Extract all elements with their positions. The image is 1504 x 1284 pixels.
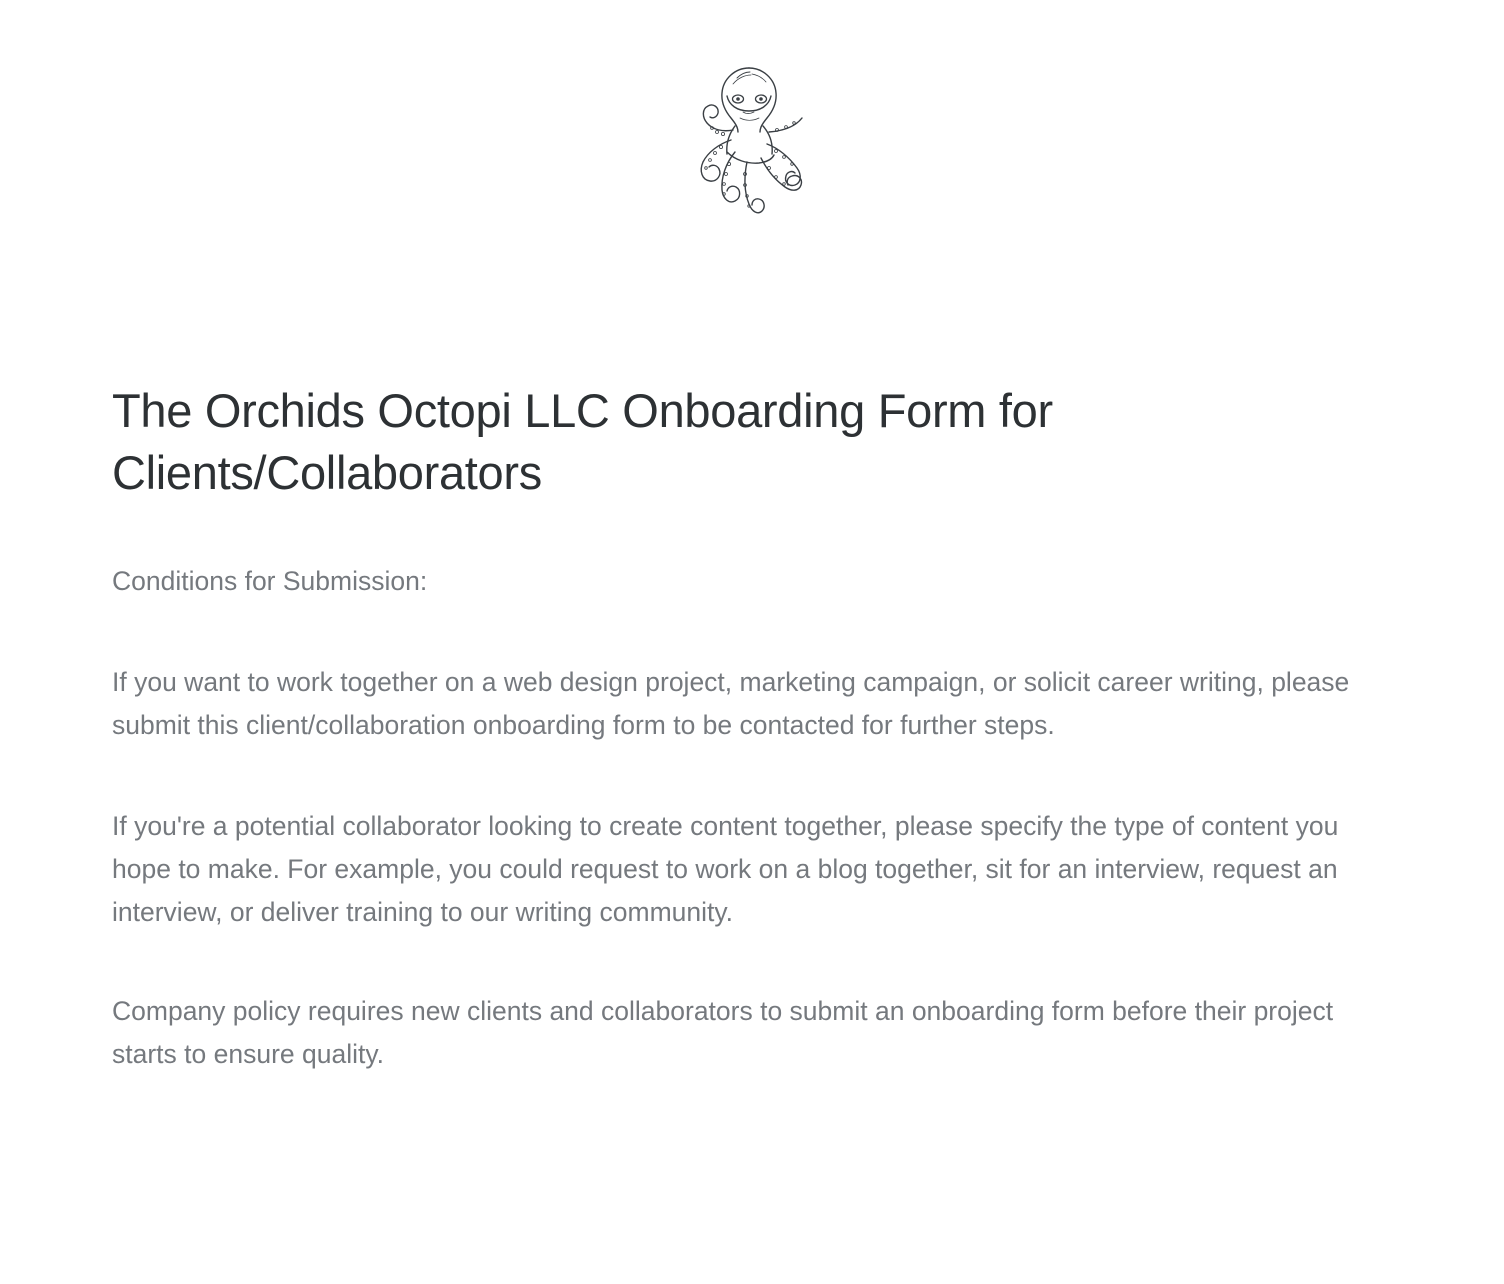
paragraph-project-request: If you want to work together on a web design project, marketing campaign, or solicit career writing, please submit this client/collaboration onboarding form to be contacted for further steps. [112,666,1350,740]
octopus-illustration-icon [657,52,847,252]
conditions-subheading: Conditions for Submission: [112,566,428,597]
document-content [0,380,1504,1075]
page-title: The Orchids Octopi LLC Onboarding Form for Clients/Collaborators [112,384,1053,500]
logo-container [0,0,1504,252]
paragraph-company-policy: Company policy requires new clients and collaborators to submit an onboarding form before their project starts to ensure quality. [112,995,1334,1069]
paragraph-collaborator-content: If you're a potential collaborator looking to create content together, please specify the type of content you hope to make. For example, you could request to work on a blog together, sit for an interview, request an interview, or deliver training to our writing community. [112,810,1339,927]
